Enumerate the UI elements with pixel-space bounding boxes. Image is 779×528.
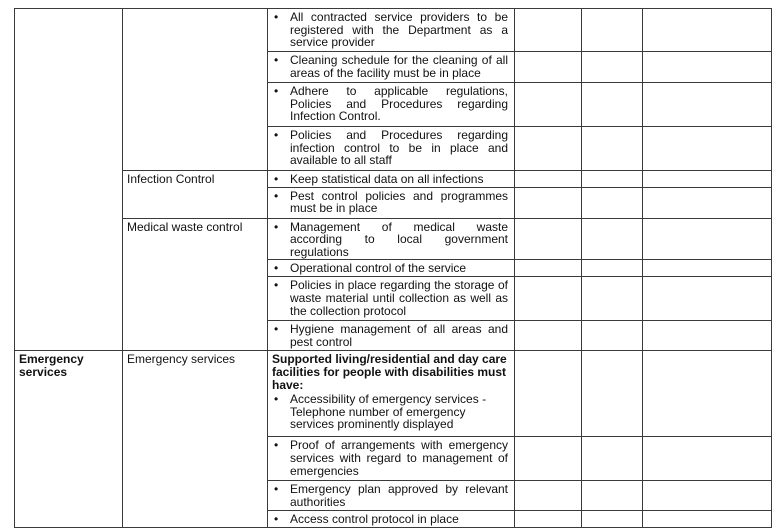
score-cell [515,9,582,52]
comment-cell [643,277,772,321]
area-cell [15,9,123,351]
comment-cell [643,437,772,481]
bullet-icon: • [274,261,279,276]
criterion-cell: • Access control protocol in place [268,511,515,528]
comment-cell [643,127,772,171]
bullet-icon: • [274,438,279,453]
subarea-cell [123,218,268,351]
comment-cell [643,9,772,52]
score-cell [515,52,582,83]
subarea-cell [123,9,268,171]
score-cell [582,437,643,481]
comment-cell [643,52,772,83]
criterion-cell: • Cleaning schedule for the cleaning of all areas of the facility must be in place [268,52,515,83]
criterion-cell: • Adhere to applicable regulations, Policies and Procedures regarding Infection Control. [268,83,515,127]
standards-table [14,8,772,528]
bullet-icon: • [274,84,279,98]
criterion-cell: • Management of medical waste according to local government regulations [268,218,515,260]
bullet-icon: • [274,278,279,293]
score-cell [582,321,643,351]
table-row [15,171,772,188]
score-cell [582,127,643,171]
score-cell [582,481,643,511]
comment-cell [643,187,772,218]
subarea-label: Emergency services [127,352,236,367]
table-row [15,9,772,52]
comment-cell [643,171,772,188]
score-cell [515,171,582,188]
bullet-icon: • [274,322,279,337]
score-cell [515,127,582,171]
comment-cell [643,218,772,260]
bullet-icon: • [274,392,279,407]
criterion-cell: • Policies and Procedures regarding infection control to be in place and available to all staff [268,127,515,171]
intro-text: Supported living/residential and day care facilities for people with disabilities must have: [272,352,507,392]
bullet-icon: • [274,172,279,186]
score-cell [582,187,643,218]
bullet-icon: • [274,512,279,527]
table-row [15,218,772,260]
score-cell [515,187,582,218]
bullet-icon: • [274,128,279,142]
subarea-label: Medical waste control [127,219,243,234]
criterion-cell: • Hygiene management of all areas and pest control [268,321,515,351]
score-cell [515,83,582,127]
table-row [15,351,772,437]
criterion-cell: • All contracted service providers to be registered with the Department as a service provider [268,9,515,52]
comment-cell [643,481,772,511]
score-cell [515,260,582,277]
comment-cell [643,351,772,437]
criterion-cell: • Policies in place regarding the storage of waste material until collection as well as the collection protocol [268,277,515,321]
score-cell [582,83,643,127]
score-cell [582,277,643,321]
score-cell [582,351,643,437]
comment-cell [643,83,772,127]
score-cell [515,321,582,351]
criterion-cell: • Operational control of the service [268,260,515,277]
comment-cell [643,321,772,351]
score-cell [582,171,643,188]
criterion-cell: • Emergency plan approved by relevant authorities [268,481,515,511]
area-label: Emergency services [19,352,84,379]
score-cell [515,481,582,511]
score-cell [582,218,643,260]
comment-cell [643,511,772,528]
score-cell [515,511,582,528]
criterion-cell: Supported living/residential and day care facilities for people with disabilities must have: • Accessibility of emergency services - Telephone number of emergency services prominently displayed [268,351,515,437]
subarea-label: Infection Control [127,172,215,186]
area-cell [15,351,123,528]
criterion-cell: • Pest control policies and programmes must be in place [268,187,515,218]
bullet-icon: • [274,219,279,234]
score-cell [515,218,582,260]
score-cell [582,9,643,52]
subarea-cell [123,351,268,528]
comment-cell [643,260,772,277]
bullet-icon: • [274,53,279,67]
score-cell [515,351,582,437]
score-cell [582,52,643,83]
subarea-cell [123,171,268,219]
criterion-cell: • Proof of arrangements with emergency services with regard to management of emergencies [268,437,515,481]
score-cell [515,277,582,321]
criterion-cell: • Keep statistical data on all infections [268,171,515,188]
score-cell [582,511,643,528]
score-cell [515,437,582,481]
bullet-icon: • [274,482,279,497]
bullet-icon: • [274,10,279,24]
score-cell [582,260,643,277]
bullet-icon: • [274,188,279,203]
